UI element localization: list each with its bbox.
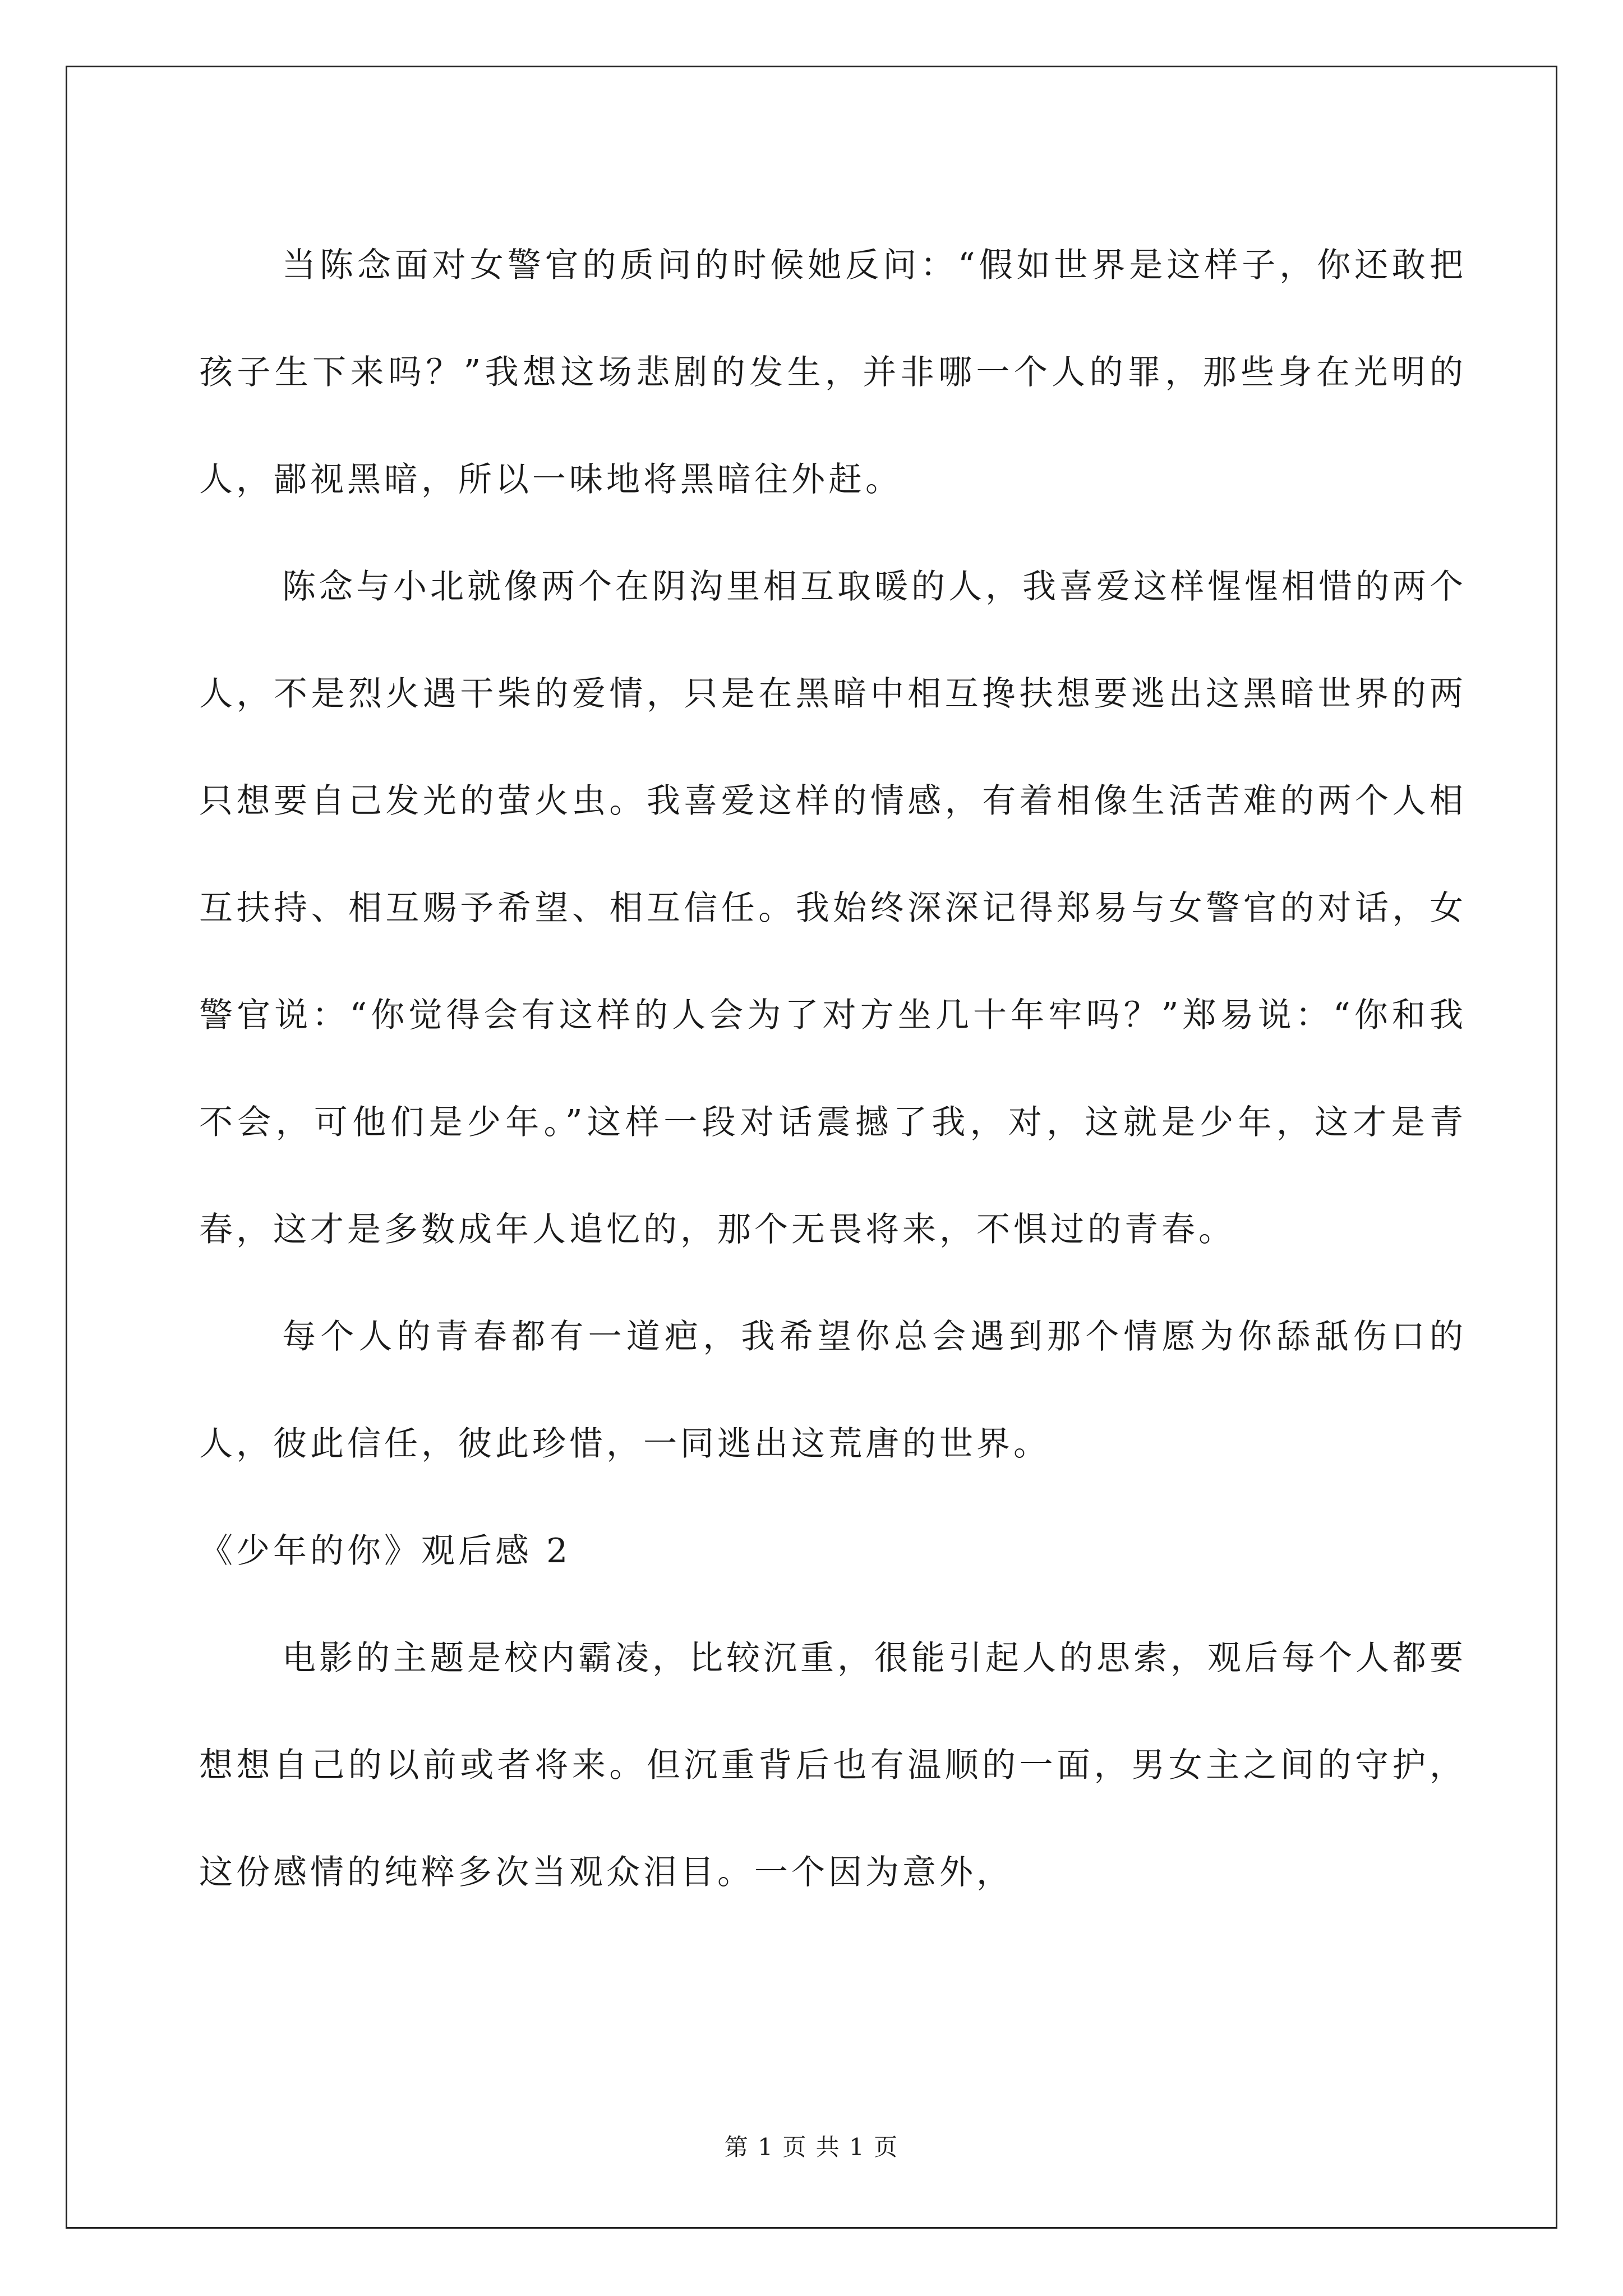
paragraph: 当陈念面对女警官的质问的时候她反问：“假如世界是这样子，你还敢把孩子生下来吗？”我想这场悲剧的发生，并非哪一个人的罪，那些身在光明的人，鄙视黑暗，所以一味地将黑暗往外赶。: [199, 246, 1467, 499]
section-heading: 《少年的你》观后感 2: [199, 1531, 571, 1571]
paragraph: 每个人的青春都有一道疤，我希望你总会遇到那个情愿为你舔舐伤口的人，彼此信任，彼此珍惜，一同逃出这荒唐的世界。: [199, 1317, 1467, 1464]
paragraph: 电影的主题是校内霸凌，比较沉重，很能引起人的思索，观后每个人都要想想自己的以前或者将来。但沉重背后也有温顺的一面，男女主之间的守护，这份感情的纯粹多次当观众泪目。一个因为意外，: [199, 1639, 1467, 1892]
page-footer: 第 1 页 共 1 页: [724, 2133, 899, 2161]
paragraph: 陈念与小北就像两个在阴沟里相互取暖的人，我喜爱这样惺惺相惜的两个人，不是烈火遇干柴的爱情，只是在黑暗中相互搀扶想要逃出这黑暗世界的两只想要自己发光的萤火虫。我喜爱这样的情感，有着相像生活苦难的两个人相互扶持、相互赐予希望、相互信任。我始终深深记得郑易与女警官的对话，女警官说：“你觉得会有这样的人会为了对方坐几十年牢吗？”郑易说：“你和我不会，可他们是少年。”这样一段对话震撼了我，对，这就是少年，这才是青春，这才是多数成年人追忆的，那个无畏将来，不惧过的青春。: [199, 567, 1467, 1249]
document-body: [199, 212, 1467, 1926]
